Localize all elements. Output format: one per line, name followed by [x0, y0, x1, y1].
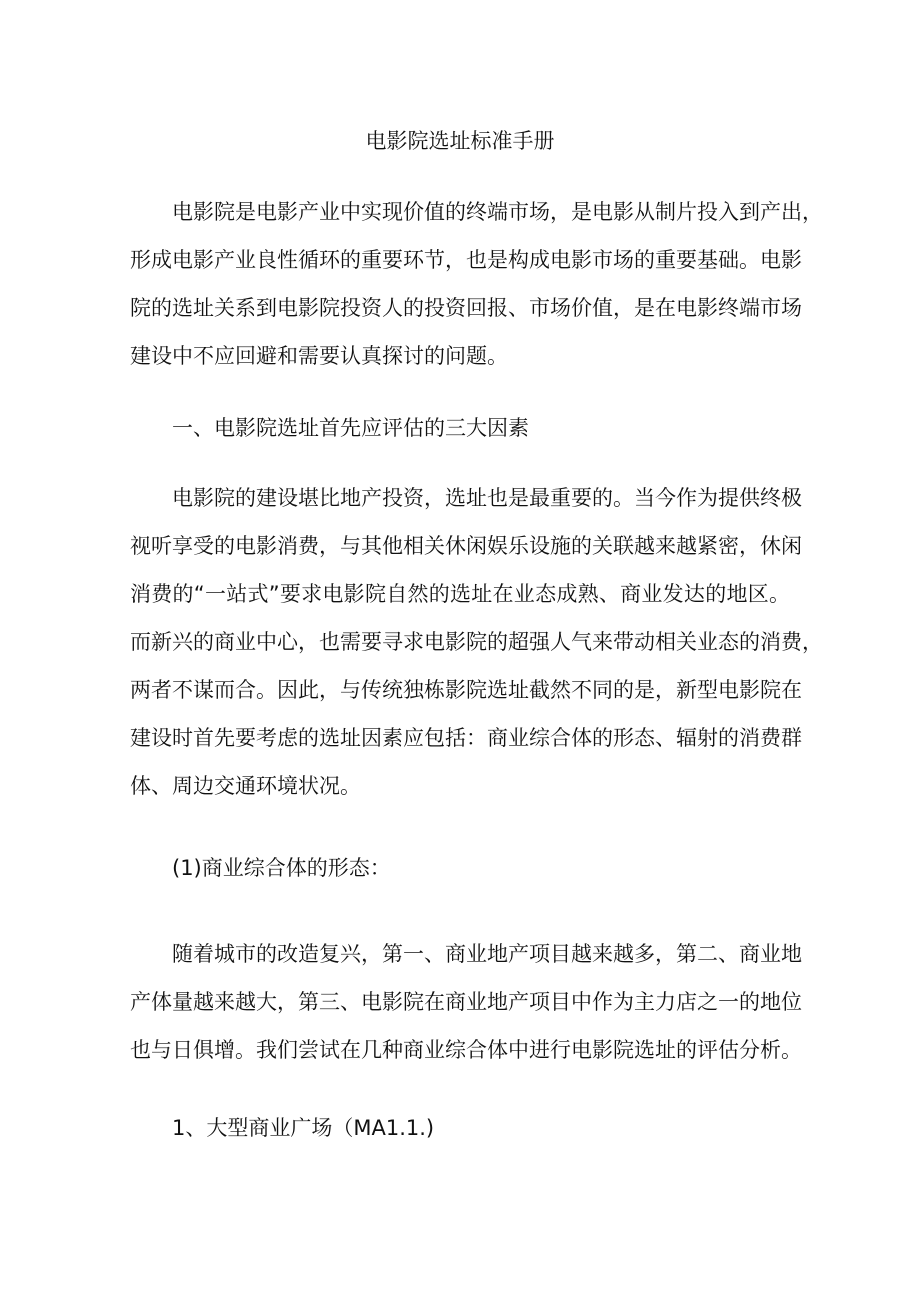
- section-heading: [130, 404, 790, 452]
- list-item-text: 1、大型商业广场（MA1.1.): [172, 1116, 435, 1140]
- section2-paragraph: [130, 930, 802, 1074]
- paragraph-line: 也与日俱增。我们尝试在几种商业综合体中进行电影院选址的评估分析。: [130, 1038, 802, 1062]
- intro-paragraph: [130, 188, 823, 380]
- subheading-text: (1)商业综合体的形态：: [172, 856, 391, 880]
- paragraph-line: 院的选址关系到电影院投资人的投资回报、市场价值，是在电影终端市场: [130, 296, 802, 320]
- section-heading-text: 一、电影院选址首先应评估的三大因素: [172, 416, 529, 440]
- paragraph-line: 电影院是电影产业中实现价值的终端市场，是电影从制片投入到产出，: [172, 200, 823, 224]
- paragraph-line: 两者不谋而合。因此，与传统独栋影院选址截然不同的是，新型电影院在: [130, 678, 802, 702]
- paragraph-line: 电影院的建设堪比地产投资，选址也是最重要的。当今作为提供终极: [172, 486, 802, 510]
- document-title: 电影院选址标准手册: [365, 129, 555, 153]
- paragraph-line: 体、周边交通环境状况。: [130, 774, 361, 798]
- list-item: [130, 1104, 790, 1152]
- section1-paragraph: [130, 474, 823, 810]
- paragraph-line: 产体量越来越大，第三、电影院在商业地产项目中作为主力店之一的地位: [130, 990, 802, 1014]
- paragraph-line: 消费的“一站式”要求电影院自然的选址在业态成熟、商业发达的地区。: [130, 582, 790, 606]
- paragraph-line: 形成电影产业良性循环的重要环节，也是构成电影市场的重要基础。电影: [130, 248, 802, 272]
- paragraph-line: 随着城市的改造复兴，第一、商业地产项目越来越多，第二、商业地: [172, 942, 802, 966]
- subheading: [130, 844, 790, 892]
- paragraph-line: 视听享受的电影消费，与其他相关休闲娱乐设施的关联越来越紧密，休闲: [130, 534, 802, 558]
- paragraph-line: 建设中不应回避和需要认真探讨的问题。: [130, 344, 508, 368]
- paragraph-line: 而新兴的商业中心，也需要寻求电影院的超强人气来带动相关业态的消费，: [130, 630, 823, 654]
- paragraph-line: 建设时首先要考虑的选址因素应包括：商业综合体的形态、辐射的消费群: [130, 726, 802, 750]
